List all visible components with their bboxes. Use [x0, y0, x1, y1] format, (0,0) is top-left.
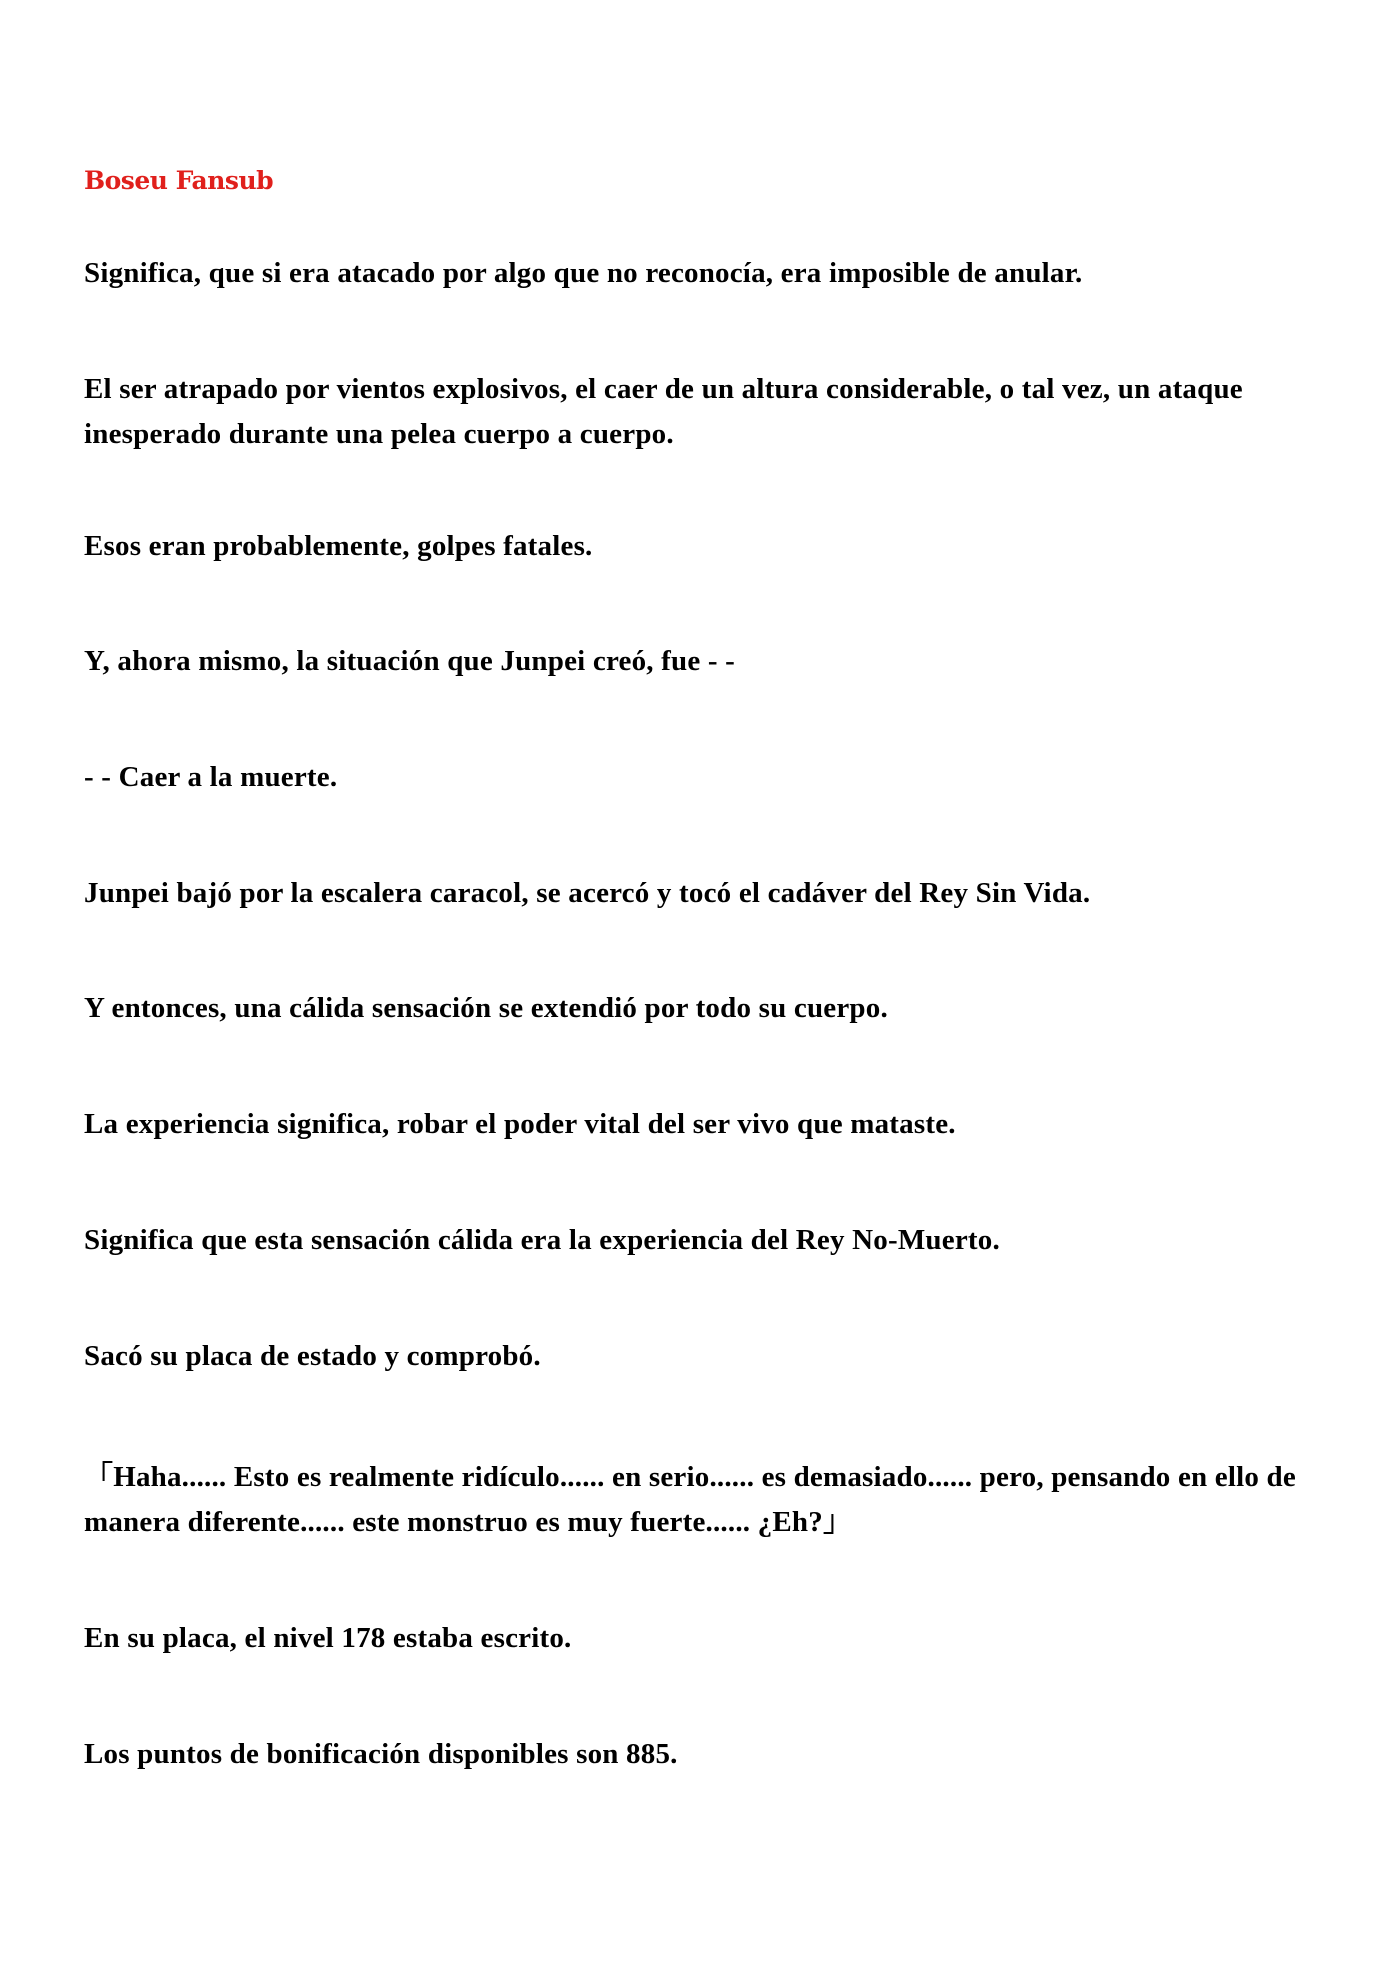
paragraph-10: Sacó su placa de estado y comprobó. [84, 1340, 541, 1372]
paragraph-9: Significa que esta sensación cálida era la experiencia del Rey No-Muerto. [84, 1224, 1000, 1256]
paragraph-8: La experiencia significa, robar el poder vital del ser vivo que mataste. [84, 1108, 956, 1140]
paragraph-6: Junpei bajó por la escalera caracol, se acercó y tocó el cadáver del Rey Sin Vida. [84, 877, 1091, 909]
fansub-header: Boseu Fansub [84, 166, 274, 195]
paragraph-12: En su placa, el nivel 178 estaba escrito. [84, 1622, 572, 1654]
paragraph-11-dialogue: 「Haha...... Esto es realmente ridículo...... en serio...... es demasiado...... pero, pensando en ello de manera diferente...... este monstruo es muy fuerte...... ¿Eh?」 [84, 1461, 1296, 1538]
paragraph-7: Y entonces, una cálida sensación se extendió por todo su cuerpo. [84, 992, 888, 1024]
paragraph-3: Esos eran probablemente, golpes fatales. [84, 530, 593, 562]
paragraph-2: El ser atrapado por vientos explosivos, el caer de un altura considerable, o tal vez, un ataque inesperado durante una pelea cuerpo a cuerpo. [84, 373, 1243, 450]
paragraph-4: Y, ahora mismo, la situación que Junpei creó, fue - - [84, 645, 736, 677]
paragraph-13: Los puntos de bonificación disponibles son 885. [84, 1738, 678, 1770]
paragraph-5: - - Caer a la muerte. [84, 761, 338, 793]
paragraph-1: Significa, que si era atacado por algo que no reconocía, era imposible de anular. [84, 257, 1083, 289]
